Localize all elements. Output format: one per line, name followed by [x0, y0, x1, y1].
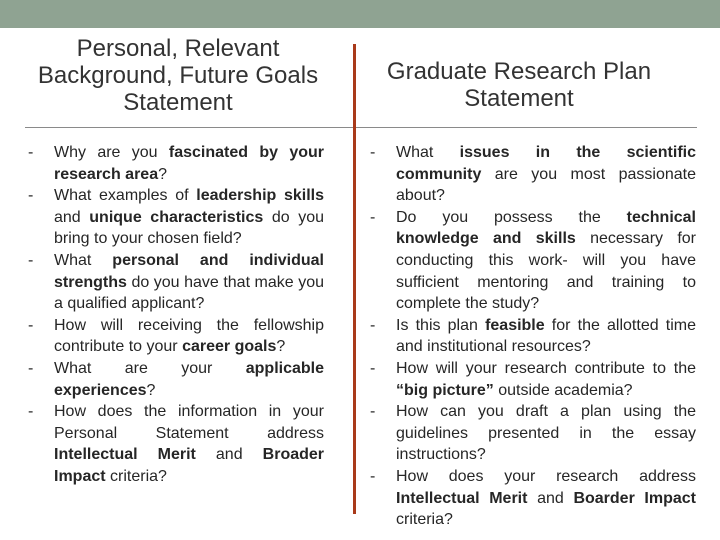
emphasized-text: Intellectual Merit	[396, 489, 528, 507]
emphasized-text: Intellectual Merit	[54, 446, 196, 464]
personal-statement-heading	[20, 35, 336, 116]
question-item	[370, 466, 696, 531]
column-divider	[353, 44, 356, 514]
bullet-dash: -	[28, 359, 34, 377]
question-item	[28, 250, 324, 315]
heading-line: Personal, Relevant	[76, 35, 280, 62]
heading-line: Statement	[464, 85, 574, 112]
emphasized-text: Broader Impact	[54, 446, 325, 485]
question-text: criteria?	[396, 511, 453, 529]
question-text: and	[195, 446, 263, 464]
bullet-dash: -	[28, 316, 34, 334]
question-text: ?	[146, 381, 156, 399]
question-text: What	[54, 251, 113, 269]
bullet-dash: -	[370, 208, 376, 226]
question-item	[28, 142, 324, 185]
emphasized-text: career goals	[182, 338, 277, 356]
emphasized-text: issues in the scientific community	[396, 144, 696, 183]
question-text: What examples of	[54, 187, 197, 205]
question-text: ?	[158, 165, 167, 183]
emphasized-text: applicable experiences	[54, 359, 324, 399]
bullet-dash: -	[370, 403, 376, 421]
question-text: do you have that make you a qualified applicant?	[54, 273, 324, 313]
question-text: for the allotted time and institutional resources?	[396, 316, 697, 356]
heading-line: Background, Future Goals	[37, 62, 319, 89]
bullet-dash: -	[370, 144, 376, 161]
question-item	[28, 315, 324, 358]
bullet-dash: -	[28, 251, 34, 269]
question-text: do you bring to your chosen field?	[54, 208, 325, 248]
question-text: and	[54, 208, 90, 226]
question-text: Do you possess the	[396, 208, 627, 226]
emphasized-text: leadership skills	[196, 187, 325, 205]
emphasized-text: personal and individual strengths	[54, 251, 324, 291]
question-item	[370, 358, 696, 401]
research-plan-heading	[366, 58, 672, 112]
header-divider	[25, 127, 697, 128]
question-text: ?	[276, 338, 286, 356]
emphasized-text: unique characteristics	[89, 208, 264, 226]
question-text: How does the information in your Personal Statement address	[54, 403, 324, 442]
question-text: What are your	[54, 359, 246, 377]
emphasized-text: feasible	[485, 316, 545, 334]
question-item	[370, 315, 696, 358]
question-item	[28, 401, 324, 487]
question-item	[28, 358, 324, 401]
question-text: How can you draft a plan using the guidelines presented in the essay instructions?	[396, 403, 696, 464]
question-text: How will receiving the fellowship contribute to your	[54, 316, 324, 356]
bullet-dash: -	[370, 316, 376, 334]
question-text: Is this plan	[396, 316, 486, 334]
bullet-dash: -	[28, 144, 34, 161]
question-text: necessary for conducting this work- will you have sufficient mentoring and training to complete the study?	[396, 230, 696, 313]
emphasized-text: technical knowledge and skills	[396, 208, 696, 248]
question-item	[370, 401, 696, 466]
top-banner	[0, 0, 720, 28]
personal-statement-questions	[28, 142, 324, 488]
question-text: and	[527, 489, 574, 507]
question-item	[370, 142, 696, 207]
heading-line: Graduate Research Plan	[386, 58, 652, 85]
bullet-dash: -	[28, 187, 34, 205]
emphasized-text: Boarder Impact	[573, 489, 696, 507]
question-text: What	[396, 144, 460, 161]
question-text: criteria?	[105, 467, 167, 485]
bullet-dash: -	[28, 403, 34, 421]
bullet-dash: -	[370, 467, 376, 485]
question-text: How will your research contribute to the	[396, 359, 696, 377]
question-text: outside academia?	[493, 381, 633, 399]
research-plan-questions	[370, 142, 696, 531]
emphasized-text: “big picture”	[396, 381, 494, 399]
question-item	[370, 207, 696, 315]
emphasized-text: fascinated by your research area	[54, 144, 324, 183]
question-text: Why are you	[54, 144, 169, 161]
bullet-dash: -	[370, 359, 376, 377]
question-text: How does your research address	[396, 467, 696, 485]
heading-line: Statement	[123, 89, 233, 116]
question-text: are you most passionate about?	[396, 165, 696, 205]
question-item	[28, 185, 324, 250]
